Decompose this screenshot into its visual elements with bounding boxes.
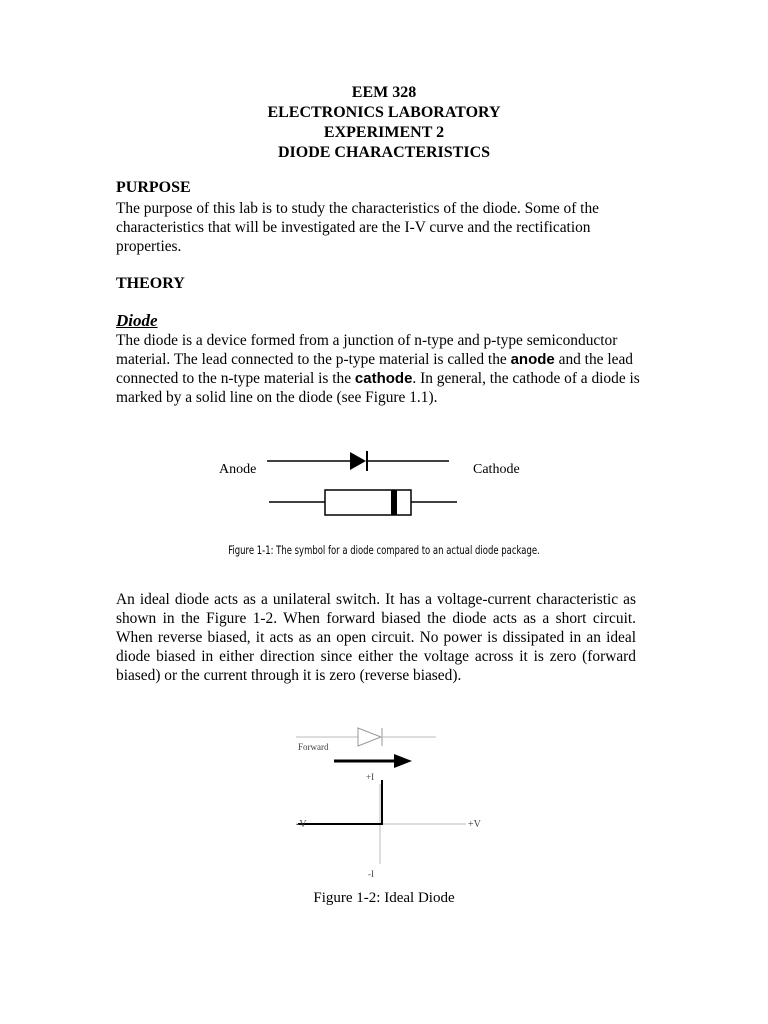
- diode-package-body: [325, 490, 411, 515]
- diode-triangle-icon: [350, 452, 366, 470]
- course-code: EEM 328: [351, 84, 417, 101]
- purpose-paragraph: The purpose of this lab is to study the characteristics of the diode. Some of the characteristics that will be investigated are the I-V curve and the rectification properties.: [116, 200, 599, 255]
- diode-text-part-1: The diode is a device formed from a junction of n-type and p-type semiconductor material. The lead connected to the p-type material is called the: [116, 332, 618, 368]
- cathode-label: Cathode: [473, 462, 520, 477]
- diode-paragraph: [116, 331, 646, 407]
- ideal-diode-paragraph: An ideal diode acts as a unilateral switch. It has a voltage-current characteristic as shown in the Figure 1-2. When forward biased the diode acts as a short circuit. When reverse biased, it acts as an open circuit. No power is dissipated in an ideal diode biased in either direction since either the voltage across it is zero (forward biased) or the current through it is zero (reverse biased).: [116, 591, 636, 684]
- cathode-term: cathode: [354, 370, 413, 387]
- figure-1-2-caption: Figure 1-2: Ideal Diode: [313, 890, 455, 906]
- anode-label: Anode: [219, 462, 257, 477]
- theory-heading: THEORY: [116, 275, 185, 292]
- ideal-diode-graph: [286, 724, 496, 884]
- anode-term: anode: [510, 351, 555, 368]
- experiment-topic: DIODE CHARACTERISTICS: [277, 144, 491, 161]
- diode-symbol-figure: [205, 425, 565, 540]
- forward-diode-icon: [358, 728, 381, 746]
- diode-subheading: Diode: [116, 311, 158, 330]
- plus-i-label: +I: [366, 772, 375, 782]
- diode-text-part-2: and the lead connected to the n-type material is the: [116, 351, 633, 387]
- minus-v-label: -V: [296, 819, 307, 830]
- forward-arrow-icon: [394, 754, 412, 768]
- lab-title: ELECTRONICS LABORATORY: [267, 104, 501, 121]
- figure-1-1-caption: Figure 1-1: The symbol for a diode compared to an actual diode package.: [228, 543, 540, 557]
- plus-v-label: +V: [468, 819, 481, 830]
- experiment-number: EXPERIMENT 2: [323, 124, 445, 141]
- forward-label: Forward: [298, 742, 329, 752]
- cathode-band: [391, 490, 397, 515]
- minus-i-label: -I: [368, 869, 374, 879]
- purpose-heading: PURPOSE: [116, 179, 191, 196]
- title-block: [0, 83, 768, 163]
- diode-text-part-3: . In general, the cathode of a diode is marked by a solid line on the diode (see Figure 1.1).: [116, 370, 640, 406]
